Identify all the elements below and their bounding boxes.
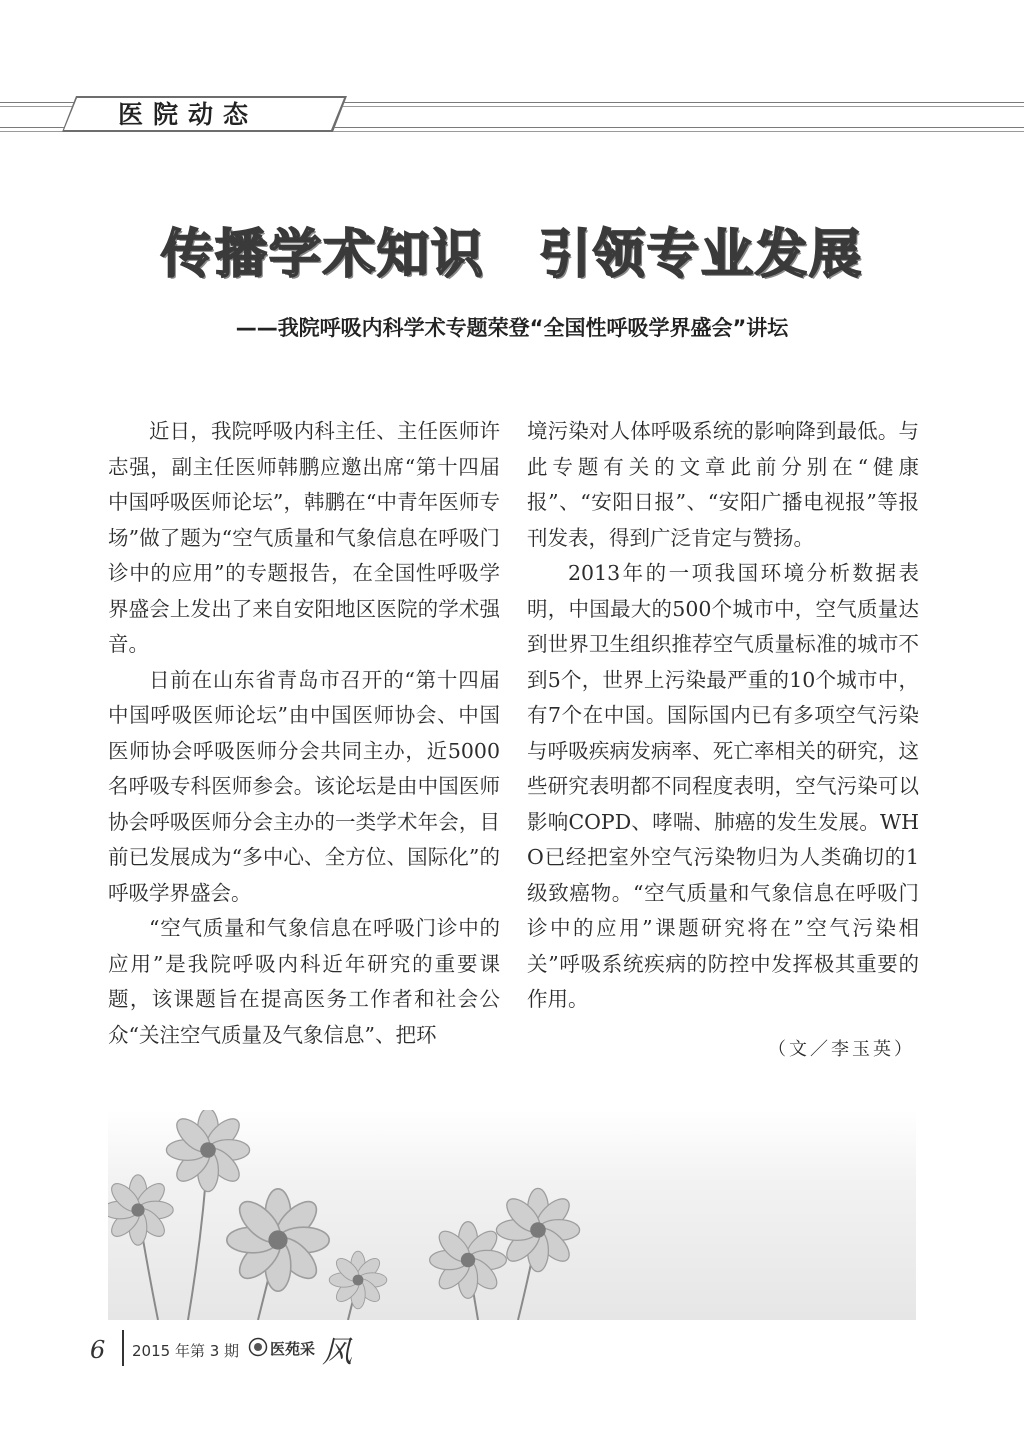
article-title: 传播学术知识 引领专业发展 — [160, 225, 863, 285]
magazine-logo-icon — [248, 1337, 268, 1357]
paragraph-3: “空气质量和气象信息在呼吸门诊中的应用”是我院呼吸内科近年研究的重要课题，该课题旨在提高医务工作者和社会公众“关注空气质量及气象信息”、把环 — [108, 916, 500, 1047]
paragraph-4: 2013年的一项我国环境分析数据表明，中国最大的500个城市中，空气质量达到世界卫生组织推荐空气质量标准的城市不到5个，世界上污染最严重的10个城市中，有7个在中国。国际国内已有多项空气污染与呼吸疾病发病率、死亡率相关的研究，这些研究表明都不同程度表明，空气污染可以影响COPD、哮喘、肺癌的发生发展。WHO已经把室外空气污染物归为人类确切的1级致癌物。“空气质量和气象信息在呼吸门诊中的应用”课题研究将在”空气污染相关”呼吸系统疾病的防控中发挥极其重要的作用。 — [527, 561, 919, 1011]
left-column — [108, 414, 500, 1053]
article-subtitle: ——我院呼吸内科学术专题荣登“全国性呼吸学界盛会”讲坛 — [235, 316, 789, 340]
issue-label: 2015 年第 3 期 — [132, 1342, 240, 1360]
magazine-name-glyph: 风 — [322, 1335, 352, 1370]
section-label: 医院动态 — [118, 100, 259, 129]
byline: （文／李玉英） — [768, 1039, 915, 1060]
paragraph-3-continued: 境污染对人体呼吸系统的影响降到最低。与此专题有关的文章此前分别在“健康报”、“安阳日报”、“安阳广播电视报”等报刊发表，得到广泛肯定与赞扬。 — [527, 419, 919, 550]
page-number: 6 — [90, 1336, 106, 1364]
article-subtitle-wrap — [0, 312, 1024, 342]
paragraph-2: 日前在山东省青岛市召开的“第十四届中国呼吸医师论坛”由中国医师协会、中国医师协会呼吸医师分会共同主办，近5000名呼吸专科医师参会。该论坛是由中国医师协会呼吸医师分会主办的一类学术年会，目前已发展成为“多中心、全方位、国际化”的呼吸学界盛会。 — [108, 667, 500, 905]
right-column — [527, 414, 919, 1018]
paragraph-1: 近日，我院呼吸内科主任、主任医师许志强，副主任医师韩鹏应邀出席“第十四届中国呼吸医师论坛”，韩鹏在“中青年医师专场”做了题为“空气质量和气象信息在呼吸门诊中的应用”的专题报告，在全国性呼吸学界盛会上发出了来自安阳地区医院的学术强音。 — [108, 419, 500, 656]
cosmos-flowers-icon — [108, 1110, 916, 1320]
footer-divider — [122, 1330, 124, 1366]
flower-illustration — [108, 1110, 916, 1320]
magazine-name: 医苑采 — [270, 1340, 316, 1358]
